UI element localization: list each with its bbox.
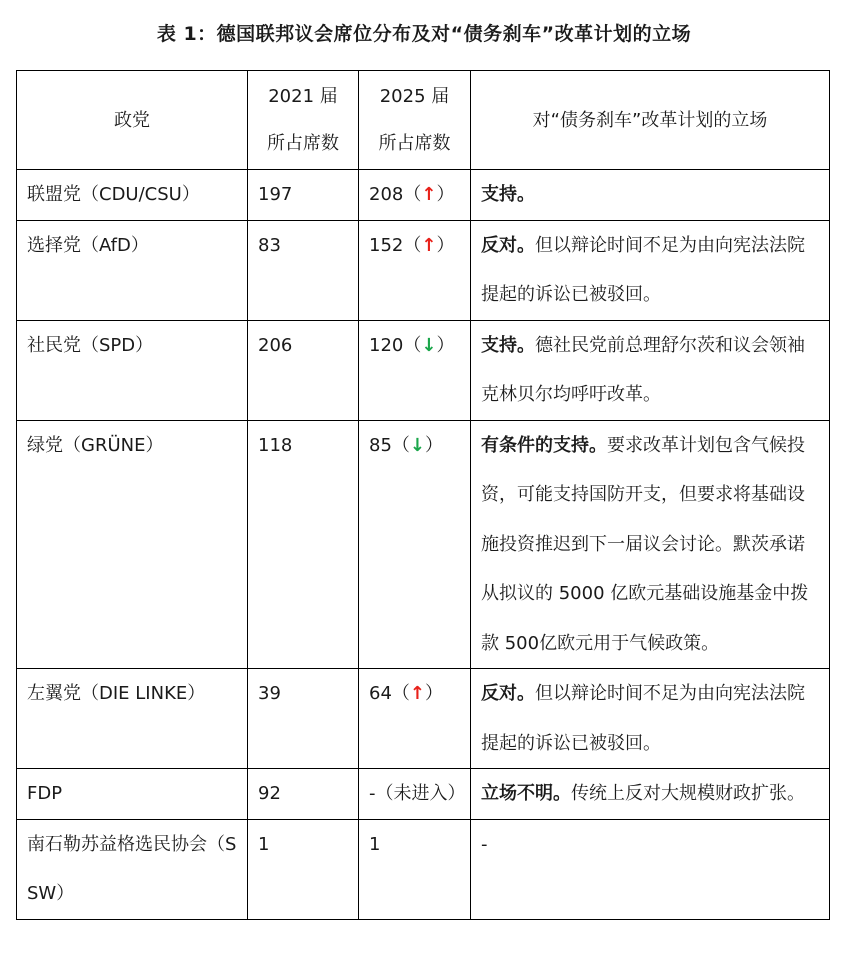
party-cell [17, 170, 248, 221]
table-row [17, 420, 830, 669]
stance-cell [471, 819, 830, 919]
stance-text: 传统上反对大规模财政扩张。 [571, 783, 805, 804]
paren-close: ） [436, 184, 455, 205]
stance-text: 要求改革计划包含气候投资，可能支持国防开支，但要求将基础设施投资推迟到下一届议会讨论。默茨承诺从拟议的 5000 亿欧元基础设施基金中拨款 500亿欧元用于气候政策。 [481, 434, 809, 654]
seats-2021-value: 118 [258, 434, 293, 456]
table-header-row [17, 71, 830, 170]
stance-label: 反对。 [481, 234, 535, 256]
arrow-down-icon: ↓ [421, 334, 437, 356]
stance-text: 德社民党前总理舒尔茨和议会领袖克林贝尔均呼吁改革。 [481, 334, 805, 405]
header-seats-2021: 2021 届 所占席数 [248, 71, 359, 170]
party-name: 社民党（SPD） [27, 334, 154, 356]
seats-2025-cell [359, 220, 471, 320]
table-row [17, 220, 830, 320]
table-row [17, 170, 830, 221]
stance-label: 有条件的支持。 [481, 434, 607, 456]
stance-cell [471, 669, 830, 769]
seat-distribution-table [16, 70, 830, 920]
table-caption: 表 1：德国联邦议会席位分布及对“债务刹车”改革计划的立场 [156, 23, 692, 45]
paren-open: （ [391, 683, 410, 704]
seats-2025-cell [359, 170, 471, 221]
header-stance: 对“债务刹车”改革计划的立场 [471, 71, 830, 170]
stance-text: - [481, 833, 488, 855]
seats-2025-cell [359, 420, 471, 669]
party-cell [17, 320, 248, 420]
seats-2021-value: 92 [258, 783, 281, 804]
seats-2025-value: -（未进入） [369, 783, 466, 804]
paren-open: （ [403, 184, 422, 205]
table-row [17, 669, 830, 769]
paren-close: ） [436, 234, 455, 256]
paren-close: ） [425, 434, 443, 456]
seats-2025-value: 152 [369, 234, 404, 256]
seats-2025-cell [359, 669, 471, 769]
seats-2021-cell [248, 220, 359, 320]
table-row [17, 769, 830, 820]
seats-2021-value: 1 [258, 833, 270, 855]
arrow-up-icon: ↑ [409, 683, 425, 704]
seats-2025-cell [359, 819, 471, 919]
party-cell [17, 819, 248, 919]
stance-cell [471, 320, 830, 420]
header-party: 政党 [17, 71, 248, 170]
paren-open: （ [403, 334, 422, 356]
party-name: 联盟党（CDU/CSU） [27, 184, 200, 205]
seats-2021-value: 83 [258, 234, 281, 256]
party-name: 绿党（GRÜNE） [27, 434, 164, 456]
table-row [17, 320, 830, 420]
paren-open: （ [403, 234, 422, 256]
seats-2021-cell [248, 420, 359, 669]
party-name: 选择党（AfD） [27, 234, 149, 256]
stance-cell [471, 769, 830, 820]
party-name: 南石勒苏益格选民协会（SSW） [27, 833, 237, 904]
seats-2021-cell [248, 669, 359, 769]
party-name: FDP [27, 783, 63, 804]
seats-2021-cell [248, 819, 359, 919]
paren-close: ） [425, 683, 443, 704]
paren-open: （ [391, 434, 410, 456]
stance-label: 反对。 [481, 683, 535, 704]
party-name: 左翼党（DIE LINKE） [27, 683, 206, 704]
stance-cell [471, 220, 830, 320]
table-row [17, 819, 830, 919]
party-cell [17, 220, 248, 320]
stance-label: 立场不明。 [481, 783, 571, 804]
seats-2025-value: 120 [369, 334, 404, 356]
seats-2025-value: 85 [369, 434, 392, 456]
seats-2021-value: 39 [258, 683, 281, 704]
seats-2025-cell [359, 769, 471, 820]
seats-2021-cell [248, 170, 359, 221]
party-cell [17, 769, 248, 820]
party-cell [17, 669, 248, 769]
seats-2025-value: 1 [369, 833, 381, 855]
arrow-down-icon: ↓ [409, 434, 425, 456]
seats-2021-value: 197 [258, 184, 293, 205]
stance-label: 支持。 [481, 184, 535, 205]
stance-text: 但以辩论时间不足为由向宪法法院提起的诉讼已被驳回。 [481, 234, 805, 305]
paren-close: ） [436, 334, 455, 356]
stance-cell [471, 170, 830, 221]
party-cell [17, 420, 248, 669]
arrow-up-icon: ↑ [421, 184, 437, 205]
header-seats-2025: 2025 届 所占席数 [359, 71, 471, 170]
stance-label: 支持。 [481, 334, 535, 356]
stance-text: 但以辩论时间不足为由向宪法法院提起的诉讼已被驳回。 [481, 683, 805, 754]
seats-2021-cell [248, 769, 359, 820]
seats-2021-value: 206 [258, 334, 293, 356]
arrow-up-icon: ↑ [421, 234, 437, 256]
seats-2025-cell [359, 320, 471, 420]
stance-cell [471, 420, 830, 669]
seats-2025-value: 64 [369, 683, 392, 704]
seats-2021-cell [248, 320, 359, 420]
seats-2025-value: 208 [369, 184, 404, 205]
